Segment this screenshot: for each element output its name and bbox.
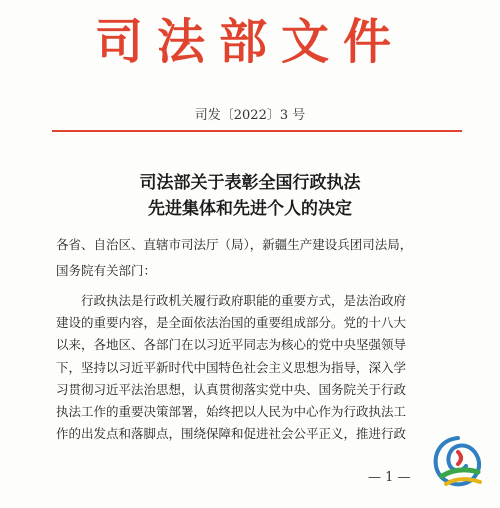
salutation	[56, 232, 446, 284]
body-line: 以来，各地区、各部门在以习近平同志为核心的党中央坚强领导	[56, 337, 407, 353]
page-number: — 1 —	[368, 470, 411, 485]
body-line: 习贯彻习近平法治思想，认真贯彻落实党中央、国务院关于行政	[56, 381, 407, 397]
salutation-line-1: 各省、自治区、直辖市司法厅（局），新疆生产建设兵团司法局，	[56, 237, 413, 252]
heading-line-1: 司法部关于表彰全国行政执法	[139, 173, 361, 193]
salutation-line-2: 国务院有关部门：	[56, 263, 157, 278]
body-line: 执法工作的重要决策部署，始终把以人民为中心作为行政执法工	[56, 404, 407, 420]
body-line: 行政执法是行政机关履行政府职能的重要方式，是法治政府	[81, 293, 407, 308]
heading-line-2: 先进集体和先进个人的决定	[148, 199, 352, 219]
document-header-title: 司法部文件	[94, 14, 405, 70]
body-line: 下，坚持以习近平新时代中国特色社会主义思想为指导，深入学	[56, 359, 407, 375]
red-divider	[52, 130, 462, 132]
body-paragraph	[56, 290, 446, 445]
document-number: 司发〔2022〕3 号	[194, 108, 306, 123]
document-heading	[0, 170, 500, 222]
logo-watermark-icon	[428, 432, 488, 494]
body-line: 作的出发点和落脚点，围绕保障和促进社会公平正义，推进行政	[56, 426, 407, 442]
body-line: 建设的重要内容，是全面依法治国的重要组成部分。党的十八大	[56, 315, 407, 331]
